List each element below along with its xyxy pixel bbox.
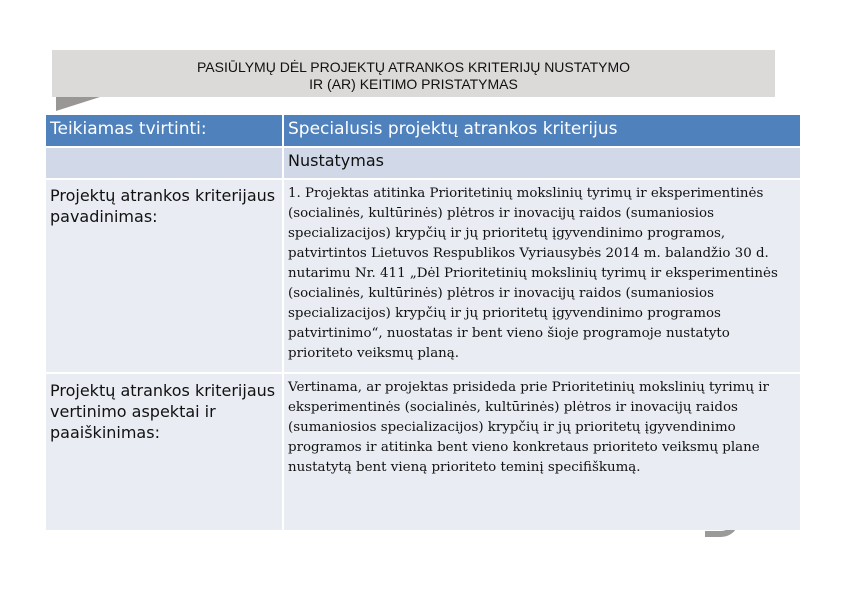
criteria-table [44, 113, 802, 532]
row-label-criterion-name: Projektų atrankos kriterijaus pavadinimas: [46, 180, 282, 372]
row-text-evaluation-aspects: Vertinama, ar projektas prisideda prie Prioritetinių mokslinių tyrimų ir eksperimentinės (socialinės, kultūrinės) plėtros ir inovacijų raidos (sumaniosios specializacijos) krypčių ir jų prioritetų įgyvendinimo programos ir atitinka bent vieno konkretaus prioriteto veiksmų plane nustatytą bent vieną prioriteto teminį specifiškumą. [284, 374, 800, 530]
subheader-empty-cell [46, 148, 282, 178]
table-header-row [46, 115, 800, 146]
table-subheader-row [46, 148, 800, 178]
title-banner [52, 50, 775, 97]
title-line-2: IR (AR) KEITIMO PRISTATYMAS [309, 76, 518, 92]
header-submitted-label: Teikiamas tvirtinti: [46, 115, 282, 146]
table-row [46, 180, 800, 372]
row-label-evaluation-aspects: Projektų atrankos kriterijaus vertinimo aspektai ir paaiškinimas: [46, 374, 282, 530]
table-row [46, 374, 800, 530]
title-line-1: PASIŪLYMŲ DĖL PROJEKTŲ ATRANKOS KRITERIJŲ NUSTATYMO [196, 59, 631, 75]
decorative-corner-shape [56, 97, 100, 111]
header-criterion-type: Specialusis projektų atrankos kriterijus [284, 115, 800, 146]
subheader-action: Nustatymas [284, 148, 800, 178]
row-text-criterion-name: 1. Projektas atitinka Prioritetinių mokslinių tyrimų ir eksperimentinės (socialinės, kultūrinės) plėtros ir inovacijų raidos (sumaniosios specializacijos) krypčių ir jų prioritetų įgyvendinimo programos, patvirtintos Lietuvos Respublikos Vyriausybės 2014 m. balandžio 30 d. nutarimu Nr. 411 „Dėl Prioritetinių mokslinių tyrimų ir eksperimentinės (socialinės, kultūrinės) plėtros ir inovacijų raidos (sumaniosios specializacijos) krypčių ir jų prioritetų įgyvendinimo programos patvirtinimo“, nuostatas ir bent vieno šioje programoje nustatyto prioriteto veiksmų planą. [284, 180, 800, 372]
